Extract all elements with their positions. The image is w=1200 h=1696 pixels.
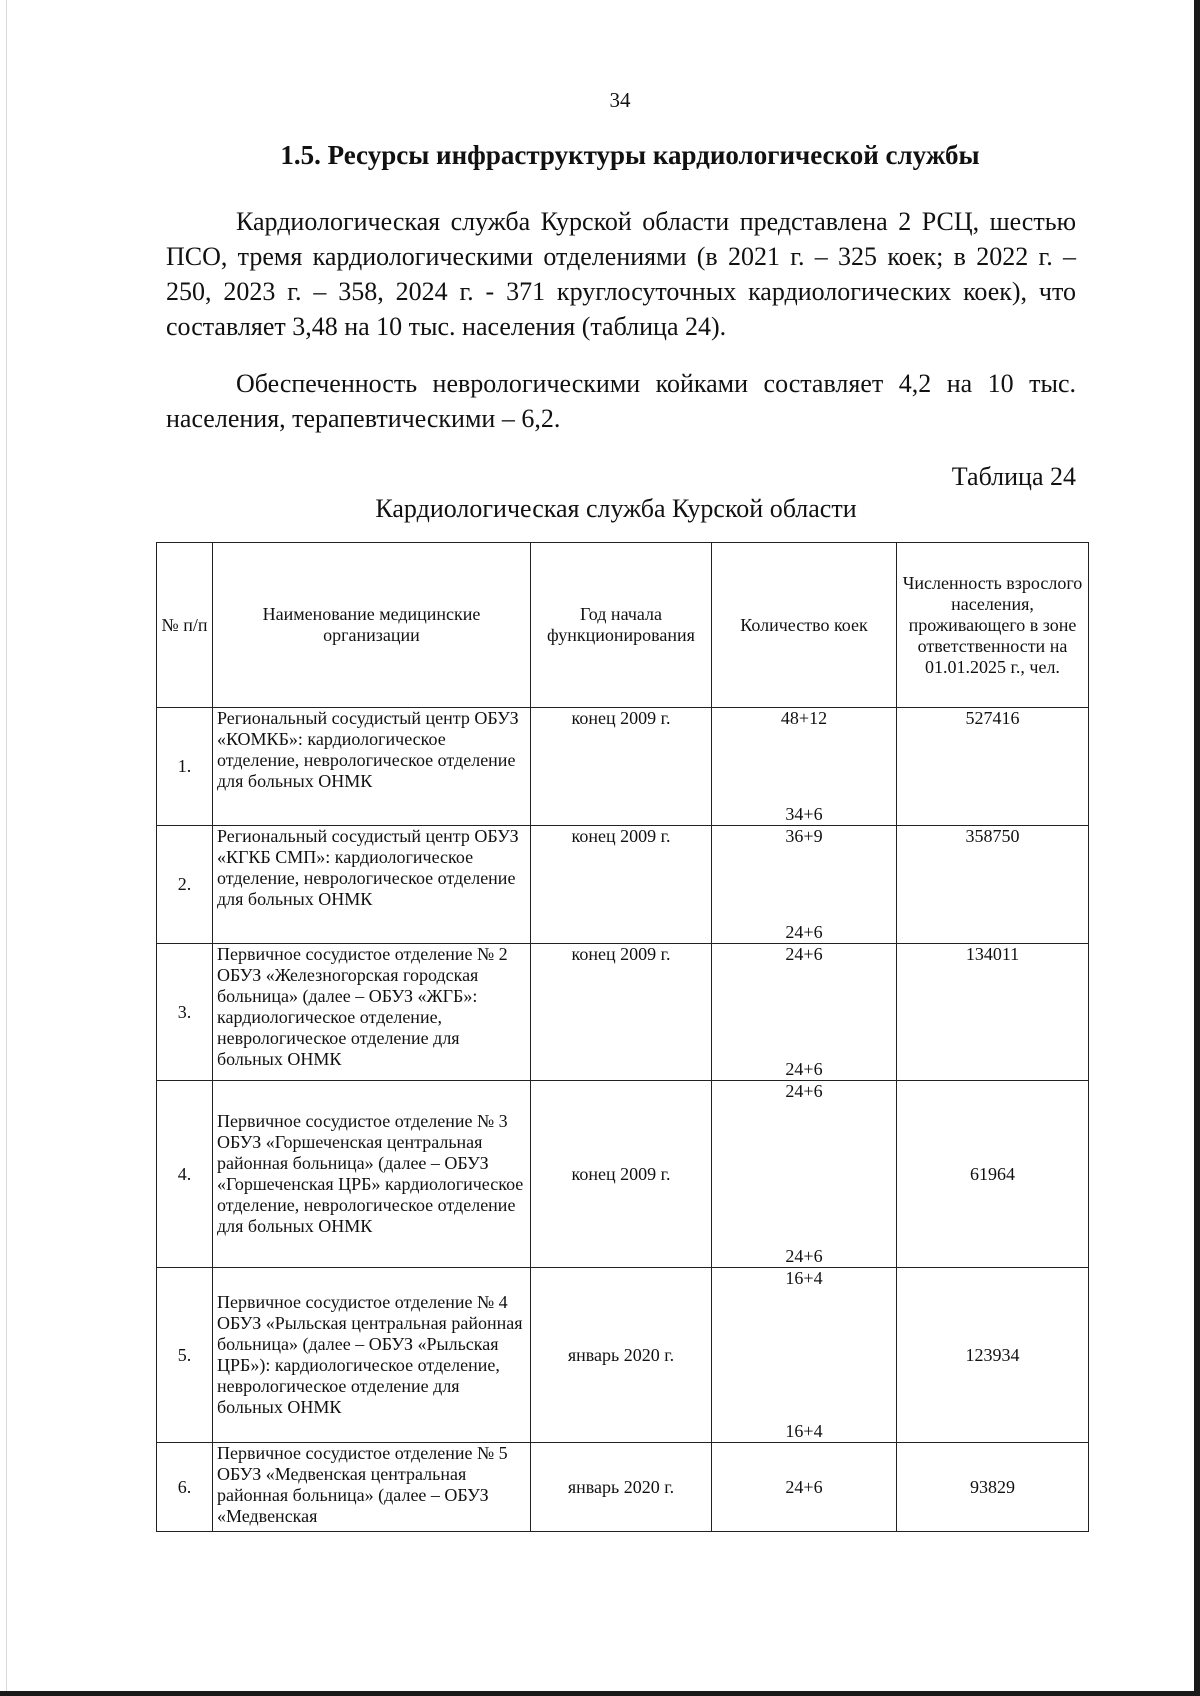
start-year: конец 2009 г. [531,944,712,1081]
page-edge [6,0,7,1696]
population: 358750 [897,826,1089,944]
row-number: 6. [157,1443,213,1532]
neurology-beds: 24+6 [785,1059,823,1079]
neurology-beds: 24+6 [785,922,823,942]
neurology-beds: 34+6 [785,804,823,824]
start-year: конец 2009 г. [531,826,712,944]
organization-name: Первичное сосудистое отделение № 2 ОБУЗ «Железногорская городская больница» (далее – ОБУЗ «ЖГБ»: кардиологическое отделение, неврологическое отделение для больных ОНМК [213,944,531,1081]
start-year: январь 2020 г. [531,1443,712,1532]
header-population: Численность взрослого населения, проживающего в зоне ответственности на 01.01.2025 г., чел. [897,543,1089,708]
organization-name: Первичное сосудистое отделение № 5 ОБУЗ «Медвенская центральная районная больница» (далее – ОБУЗ «Медвенская [213,1443,531,1532]
table-row [157,826,1089,944]
page-number: 34 [609,88,631,112]
organization-name: Региональный сосудистый центр ОБУЗ «КОМКБ»: кардиологическое отделение, неврологическое отделение для больных ОНМК [213,708,531,826]
header-organization: Наименование медицинские организации [213,543,531,708]
bed-count-cell [712,826,897,944]
population: 123934 [897,1268,1089,1443]
cardiology-beds: 36+9 [785,826,823,846]
scan-border-bottom [0,1691,1200,1696]
row-number: 2. [157,826,213,944]
table-title: Кардиологическая служба Курской области [375,494,857,523]
table-row [157,1081,1089,1268]
row-number: 1. [157,708,213,826]
table-number-label: Таблица 24 [951,462,1076,491]
bed-count-cell [712,944,897,1081]
population: 527416 [897,708,1089,826]
organization-name: Первичное сосудистое отделение № 3 ОБУЗ «Горшеченская центральная районная больница» (далее – ОБУЗ «Горшеченская ЦРБ» кардиологическое отделение, неврологическое отделение для больных ОНМК [213,1081,531,1268]
population: 134011 [897,944,1089,1081]
cardiology-beds: 16+4 [785,1268,823,1288]
cardiology-beds: 24+6 [785,1081,823,1101]
paragraph-2: Обеспеченность неврологическими койками составляет 4,2 на 10 тыс. населения, терапевтическими – 6,2. [166,369,1076,433]
population: 61964 [897,1081,1089,1268]
header-bed-count: Количество коек [712,543,897,708]
population: 93829 [897,1443,1089,1532]
cardiology-beds: 48+12 [780,708,828,728]
cardiology-beds: 24+6 [785,944,823,964]
header-number: № п/п [157,543,213,708]
table-row [157,1443,1089,1532]
header-start-year: Год начала функционирования [531,543,712,708]
paragraph-1: Кардиологическая служба Курской области представлена 2 РСЦ, шестью ПСО, тремя кардиологическими отделениями (в 2021 г. – 325 коек; в 2022 г. – 250, 2023 г. – 358, 2024 г. - 371 круглосуточных кардиологических коек), что составляет 3,48 на 10 тыс. населения (таблица 24). [166,207,1076,341]
scan-border-right [1194,0,1200,1696]
bed-count-cell [712,1268,897,1443]
start-year: конец 2009 г. [531,1081,712,1268]
start-year: конец 2009 г. [531,708,712,826]
table-row [157,1268,1089,1443]
table-row [157,708,1089,826]
table-row [157,944,1089,1081]
neurology-beds: 24+6 [785,1246,823,1266]
cardiology-service-table [156,542,1089,1532]
bed-count-cell [712,1081,897,1268]
row-number: 4. [157,1081,213,1268]
bed-count-cell [712,708,897,826]
organization-name: Первичное сосудистое отделение № 4 ОБУЗ «Рыльская центральная районная больница» (далее – ОБУЗ «Рыльская ЦРБ»): кардиологическое отделение, неврологическое отделение для больных ОНМК [213,1268,531,1443]
start-year: январь 2020 г. [531,1268,712,1443]
neurology-beds: 16+4 [785,1421,823,1441]
organization-name: Региональный сосудистый центр ОБУЗ «КГКБ СМП»: кардиологическое отделение, неврологическое отделение для больных ОНМК [213,826,531,944]
bed-count: 24+6 [712,1443,897,1532]
row-number: 3. [157,944,213,1081]
section-heading: 1.5. Ресурсы инфраструктуры кардиологической службы [280,140,980,170]
row-number: 5. [157,1268,213,1443]
table-header-row [157,543,1089,708]
